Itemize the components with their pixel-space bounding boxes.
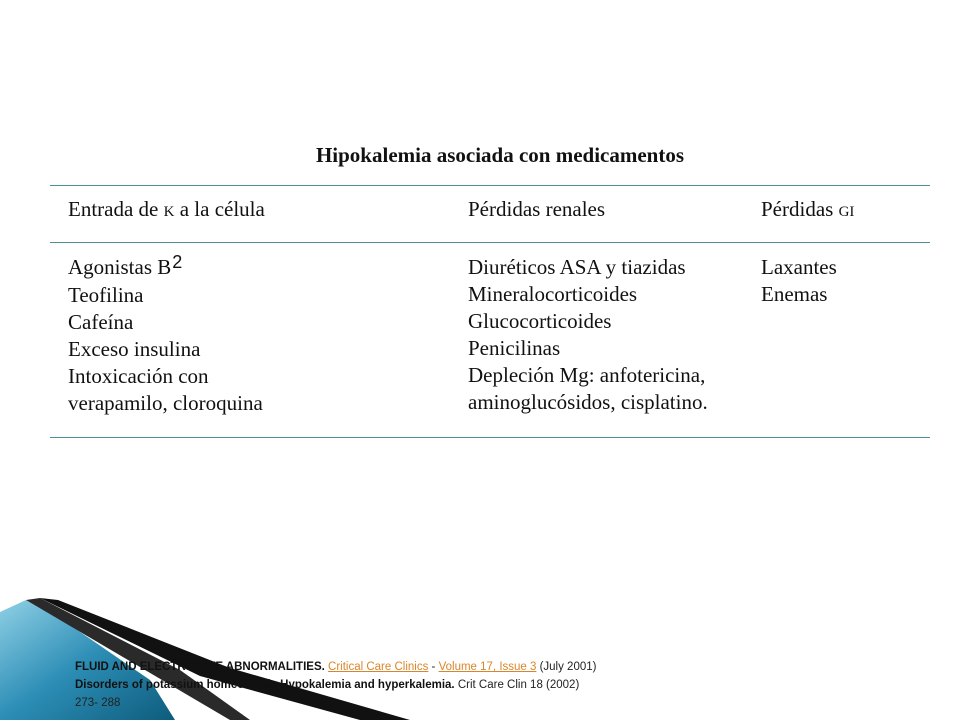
- col1-item: Intoxicación con: [68, 364, 209, 388]
- header-col2: Pérdidas renales: [468, 197, 606, 221]
- col1-item: Cafeína: [68, 310, 134, 334]
- references: [75, 658, 596, 712]
- table-bottom-rule: [50, 437, 930, 438]
- header-col3-gi: GI: [838, 204, 855, 220]
- col1-item-superscript: 2: [172, 252, 183, 272]
- volume-issue-link[interactable]: Volume 17, Issue 3: [438, 661, 537, 673]
- col1-item: verapamilo, cloroquina: [68, 391, 263, 415]
- reference-2-source: Crit Care Clin 18 (2002): [454, 679, 580, 691]
- reference-1-date: (July 2001): [536, 661, 597, 673]
- header-col1-prefix: Entrada de: [68, 197, 164, 221]
- table-header-rule: [50, 242, 930, 243]
- reference-line-3: 273- 288: [75, 697, 121, 709]
- reference-1-title: FLUID AND ELECTROLYTE ABNORMALITIES.: [75, 661, 325, 673]
- reference-line-1: [75, 658, 596, 676]
- col1-item-text: Agonistas B: [68, 255, 172, 279]
- reference-separator: -: [428, 661, 439, 673]
- col2-item: Depleción Mg: anfotericina,: [468, 363, 706, 387]
- header-col3-prefix: Pérdidas: [761, 197, 839, 221]
- col2-item: Mineralocorticoides: [468, 282, 638, 306]
- col2-item: aminoglucósidos, cisplatino.: [468, 390, 708, 414]
- col1-item: Exceso insulina: [68, 337, 201, 361]
- header-col1: [68, 197, 265, 222]
- col2-list: [468, 254, 708, 416]
- col3-list: [761, 254, 837, 308]
- col2-item: Penicilinas: [468, 336, 561, 360]
- col1-list: [68, 254, 263, 417]
- col2-item: Glucocorticoides: [468, 309, 612, 333]
- page-title: Hipokalemia asociada con medicamentos: [315, 143, 685, 167]
- reference-2-title: Disorders of potassium homeostasis Hypokalemia and hyperkalemia.: [75, 679, 455, 691]
- col3-item: Laxantes: [761, 255, 837, 279]
- reference-line-2: [75, 676, 596, 694]
- col1-item: Teofilina: [68, 283, 144, 307]
- col3-item: Enemas: [761, 282, 828, 306]
- col1-item: [68, 254, 263, 282]
- header-col1-k: K: [163, 204, 175, 220]
- header-col1-suffix: a la célula: [174, 197, 265, 221]
- critical-care-clinics-link[interactable]: Critical Care Clinics: [328, 661, 429, 673]
- col2-item: Diuréticos ASA y tiazidas: [468, 255, 686, 279]
- table-top-rule: [50, 185, 930, 186]
- header-col3: [761, 197, 854, 222]
